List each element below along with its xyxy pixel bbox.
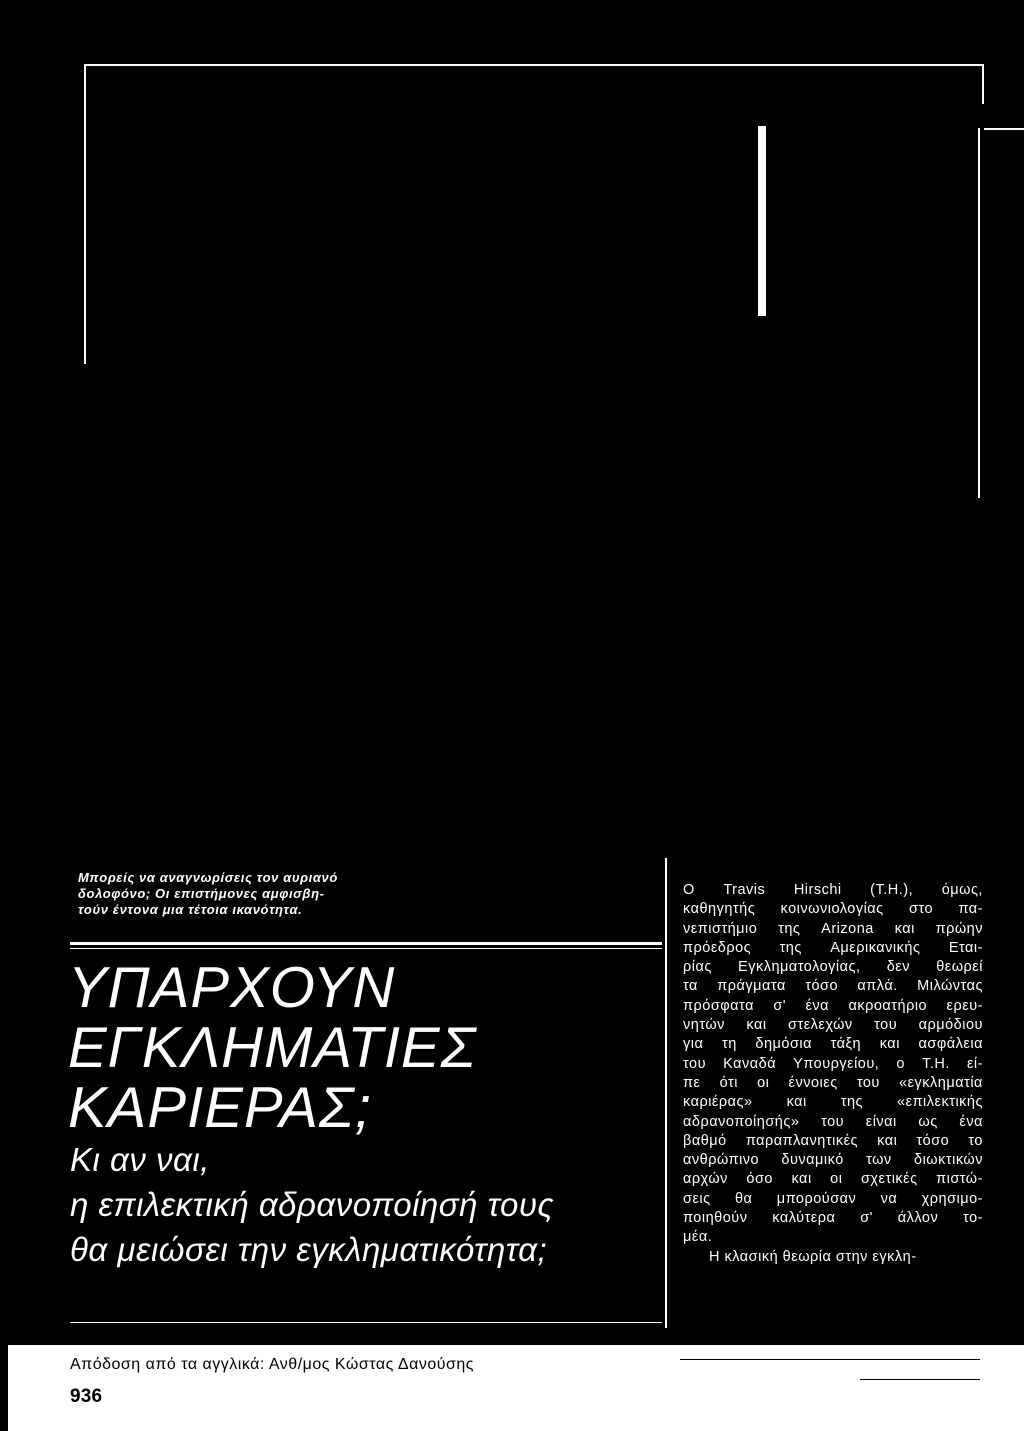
article-line: καριέρας» και της «επιλεκτικής	[683, 1094, 983, 1111]
article-line: μέα.	[683, 1229, 713, 1246]
headline-line: ΚΑΡΙΕΡΑΣ;	[68, 1075, 372, 1140]
article-column	[683, 881, 983, 1267]
photo-frame-left	[84, 64, 86, 364]
headline-line: ΕΓΚΛΗΜΑΤΙΕΣ	[68, 1015, 477, 1080]
photo-detail-mark	[758, 126, 766, 316]
article-line: πρόεδρος της Αμερικανικής Εται-	[683, 939, 983, 956]
subhead-line: θα μειώσει την εγκληματικότητα;	[70, 1231, 548, 1268]
caption-line: Μπορείς να αναγνωρίσεις τον αυριανό	[78, 870, 338, 885]
article-line: Ο Travis Hirschi (Τ.Η.), όμως,	[683, 882, 983, 898]
subhead-line: η επιλεκτική αδρανοποίησή τους	[70, 1186, 555, 1223]
subhead-line: Κι αν ναι,	[70, 1141, 210, 1178]
article-line: αρχών όσο και οι σχετικές πιστώ-	[683, 1171, 983, 1188]
photo-caption	[78, 870, 378, 918]
article-line: ανθρώπινο δυναμικό των διωκτικών	[683, 1152, 983, 1169]
article-line: πρόσφατα σ' ένα ακροατήριο ερευ-	[683, 997, 983, 1014]
article-line: νητών και στελεχών του αρμόδιου	[683, 1017, 983, 1034]
photo-frame-top	[84, 64, 984, 66]
article-line: αδρανοποίησής» του είναι ως ένα	[683, 1113, 983, 1130]
article-line: τα πράγματα τόσο απλά. Μιλώντας	[683, 978, 983, 995]
headline-top-rule-thin	[70, 948, 662, 949]
article-line: ποιηθούν καλύτερα σ' άλλον το-	[683, 1210, 983, 1227]
article-line: ρίας Εγκληματολογίας, δεν θεωρεί	[683, 959, 983, 976]
footer-rule	[680, 1359, 980, 1360]
article-line: Η κλασική θεωρία στην εγκλη-	[709, 1248, 917, 1265]
article-line: για τη δημόσια τάξη και ασφάλεια	[683, 1036, 983, 1053]
article-line: του Καναδά Υπουργείου, ο Τ.Η. εί-	[683, 1055, 983, 1072]
photo-frame-tick	[984, 128, 1024, 130]
photo-frame-right	[982, 64, 984, 104]
subhead-bottom-rule	[70, 1322, 662, 1323]
page-number: 936	[70, 1386, 103, 1407]
caption-line: δολοφόνο; Οι επιστήμονες αμφισβη-	[78, 886, 325, 901]
photo-frame-edge	[978, 128, 980, 498]
headline-top-rule	[70, 942, 662, 945]
caption-line: τούν έντονα μια τέτοια ικανότητα.	[78, 902, 303, 917]
article-line: σεις θα μπορούσαν να χρησιμο-	[683, 1190, 983, 1207]
subheadline	[70, 1137, 690, 1272]
article-line: βαθμό παραπλανητικές και τόσο το	[683, 1132, 983, 1149]
translation-credit: Απόδοση από τα αγγλικά: Ανθ/μος Κώστας Δανούσης	[70, 1356, 474, 1373]
headline	[68, 955, 668, 1140]
article-line: καθηγητής κοινωνιολογίας στο πα-	[683, 901, 983, 918]
article-line: πε ότι οι έννοιες του «εγκληματία	[683, 1074, 983, 1091]
footer-rule-lower	[860, 1379, 980, 1380]
article-line: νεπιστήμιο της Arizona και πρώην	[683, 920, 983, 937]
headline-line: ΥΠΑΡΧΟΥΝ	[68, 955, 396, 1020]
